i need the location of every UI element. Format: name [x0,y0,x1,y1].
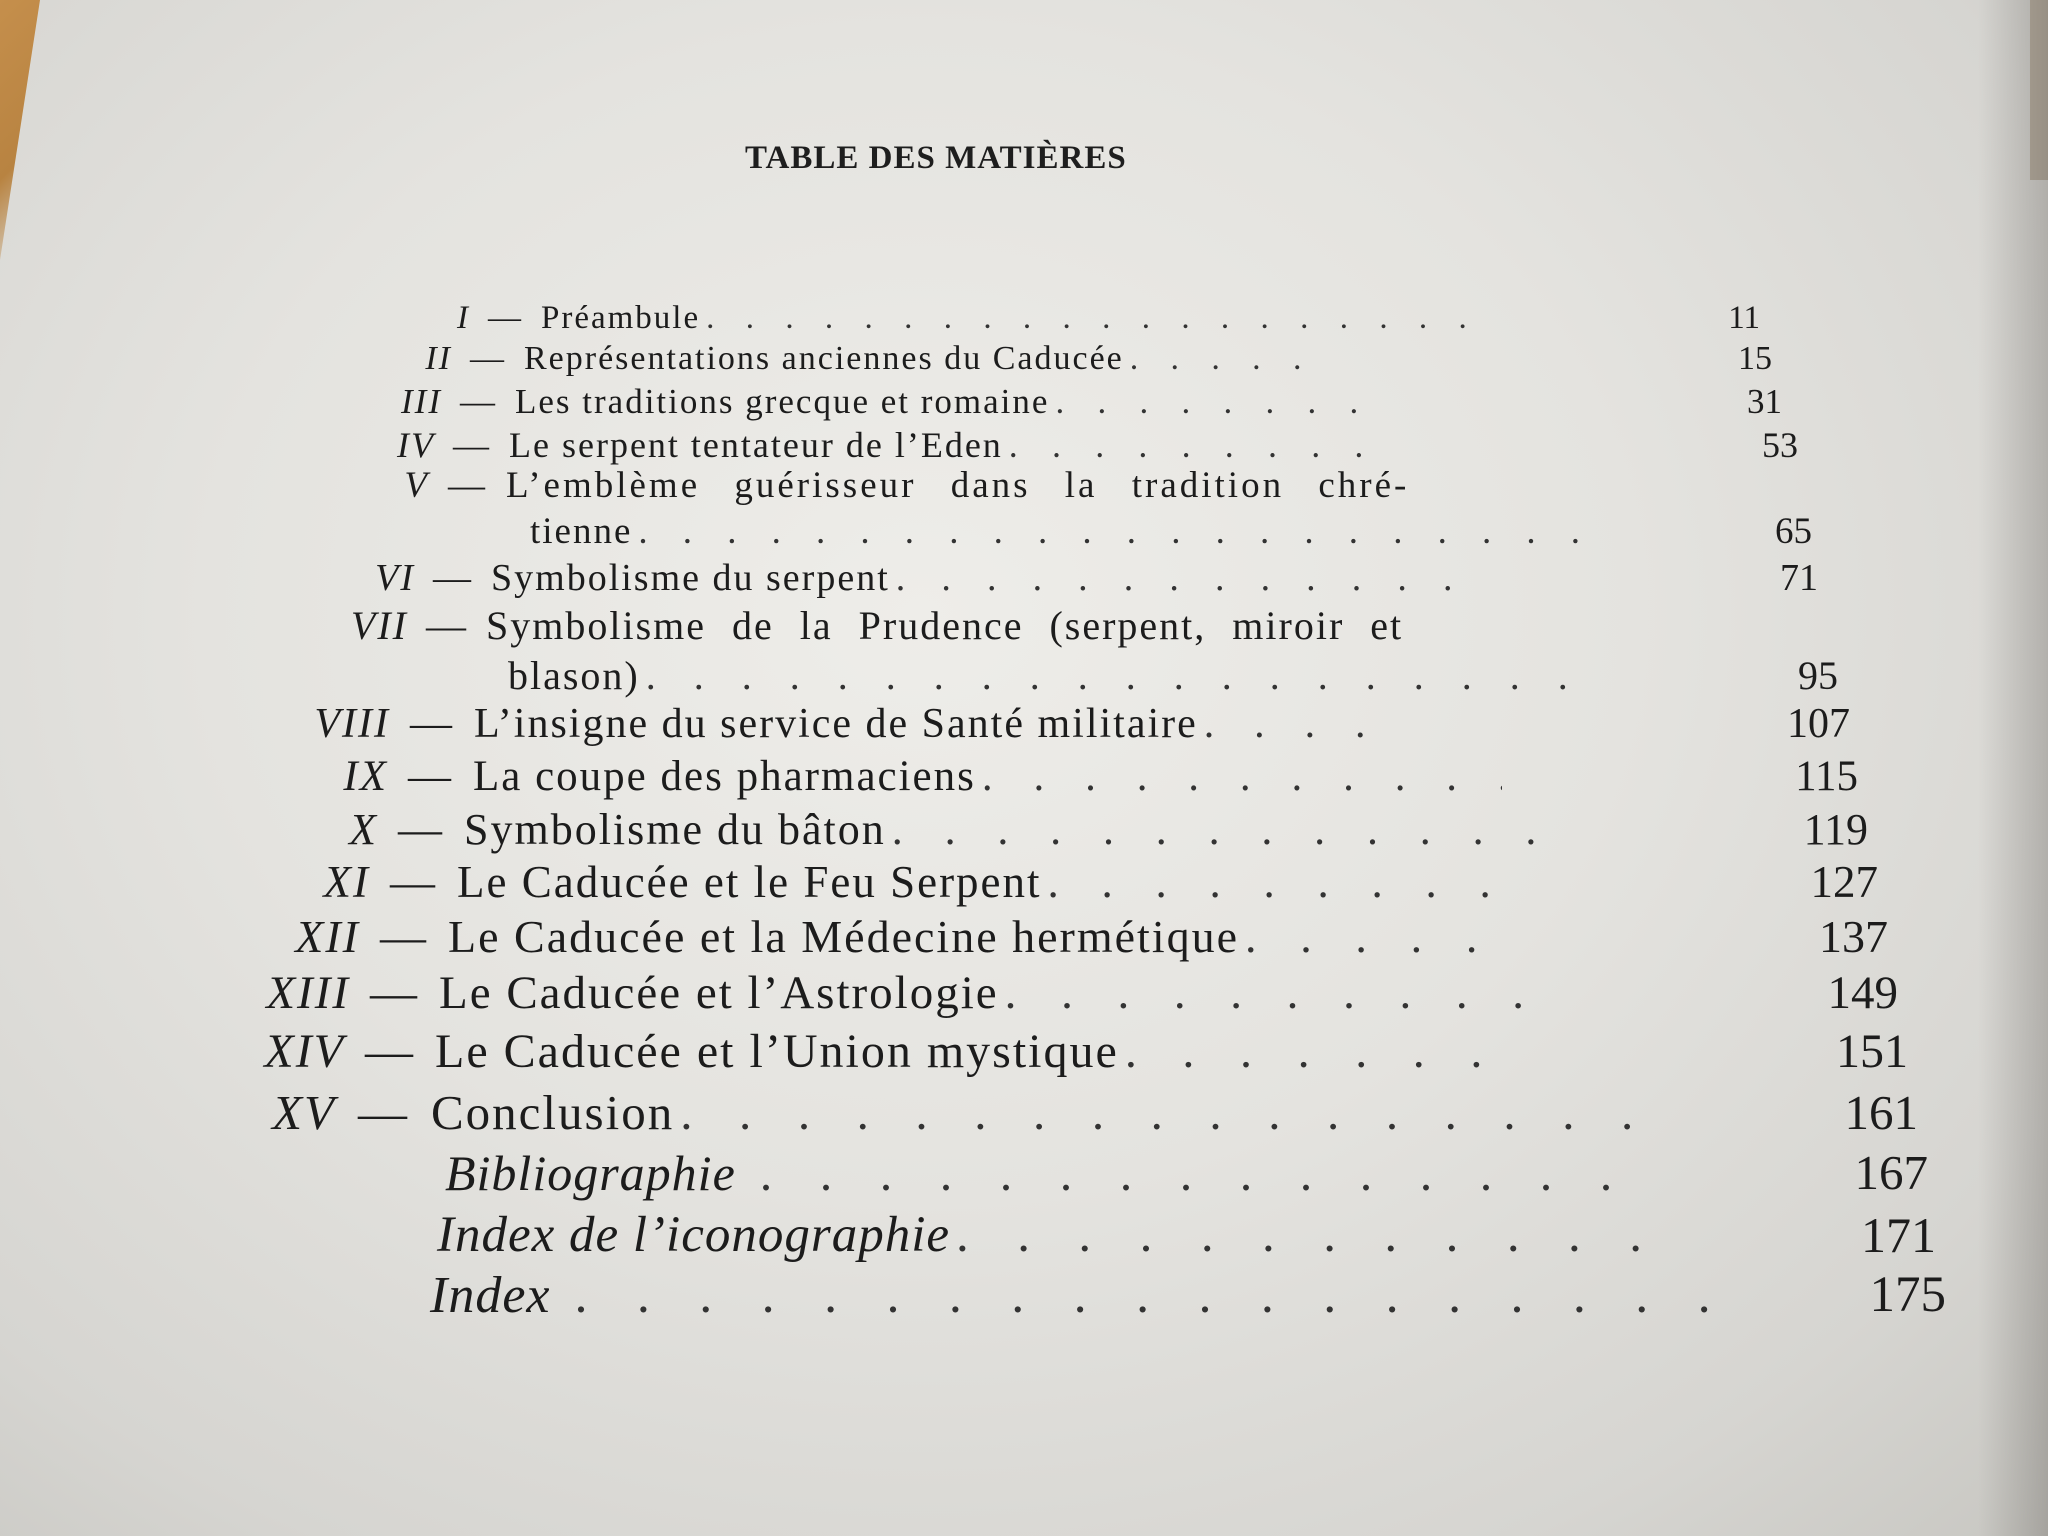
page-number: 53 [1762,425,1798,465]
dot-leader [1239,910,1485,963]
entry-separator: — [460,382,497,421]
toc-entry-11 [308,856,1678,908]
page-number: 171 [1861,1207,1936,1263]
entry-title: Le Caducée et l’Union mystique [435,1025,1119,1078]
page-number: 151 [1836,1025,1908,1078]
entry-separator: — [358,1085,409,1140]
dot-leader [736,1144,1660,1202]
page-number: 65 [1775,511,1812,552]
dot-leader [550,1266,1722,1325]
entry-separator: — [365,1025,415,1078]
page-number: 127 [1810,857,1878,907]
dot-leader [1042,856,1498,908]
dot-leader [674,1084,1640,1141]
dot-leader [1049,382,1385,422]
entry-numeral: VI [375,557,415,599]
dot-leader [1198,700,1404,748]
entry-numeral: XI [323,857,370,907]
entry-numeral: VIII [314,701,390,747]
entry-title: Représentations anciennes du Caducée [524,340,1124,377]
entry-title: Conclusion [431,1085,675,1140]
entry-separator: — [453,425,491,465]
dot-leader [950,1206,1656,1264]
dot-leader [632,510,1588,553]
dot-leader [976,752,1502,801]
toc-appendix-iconographie [437,1206,1715,1264]
entry-title-continuation: tienne [530,511,633,552]
appendix-title: Index [430,1267,551,1324]
toc-entry-1 [430,300,1585,337]
entry-title: Le Caducée et le Feu Serpent [457,857,1042,907]
toc-entry-7-continuation [508,652,1638,699]
entry-separator: — [370,967,419,1019]
page-number: 149 [1827,967,1898,1019]
table-corner [0,0,40,260]
dot-leader [700,300,1486,337]
toc-entry-13 [250,966,1690,1020]
entry-numeral: II [425,340,452,377]
entry-numeral: X [349,805,378,854]
entry-separator: — [390,857,437,907]
entry-numeral: XV [272,1085,336,1140]
toc-entry-7 [338,602,1638,649]
entry-numeral: XIV [264,1025,345,1078]
page-number: 11 [1728,300,1760,336]
entry-numeral: VII [350,603,408,648]
entry-separator: — [470,340,506,377]
toc-entry-3 [392,382,1604,422]
toc-entry-5-continuation [530,510,1620,553]
dot-leader [640,652,1606,699]
toc-appendix-index [430,1266,1722,1325]
page-number: 31 [1747,382,1782,421]
toc-entry-15 [258,1084,1703,1141]
entry-title-continuation: blason) [508,653,640,698]
entry-separator: — [488,300,523,336]
page-number: 95 [1798,653,1838,698]
entry-title: Symbolisme du bâton [464,805,886,854]
entry-separator: — [448,465,488,506]
dot-leader [999,966,1525,1020]
toc-entry-5 [400,464,1630,507]
toc-entry-12 [280,910,1680,963]
entry-title: Les traditions grecque et romaine [515,382,1050,421]
toc-appendix-bibliographie [445,1144,1710,1202]
entry-separator: — [408,753,453,800]
dot-leader [1003,424,1389,466]
entry-separator: — [398,805,444,854]
entry-title: L’insigne du service de Santé militaire [474,701,1198,747]
toc-entry-14 [245,1024,1695,1079]
page-shadow [1978,0,2048,1536]
entry-title: Symbolisme de la Prudence (serpent, miroir et [486,603,1404,648]
entry-numeral: IX [343,753,388,800]
page-number: 71 [1780,557,1818,599]
dot-leader [1124,340,1330,378]
toc-entry-6 [365,556,1627,600]
entry-title: L’emblème guérisseur dans la tradition chré- [506,465,1410,506]
dot-leader [890,556,1456,600]
toc-entry-4 [385,424,1610,466]
entry-numeral: XII [295,911,360,962]
page-number: 119 [1803,805,1868,854]
entry-numeral: III [401,382,442,421]
toc-entry-2 [412,340,1592,378]
page-number: 137 [1819,911,1888,962]
page-title: TABLE DES MATIÈRES [745,140,1127,176]
entry-numeral: XIII [266,967,350,1019]
toc-entry-8 [300,700,1650,748]
entry-numeral: I [457,300,470,336]
entry-title: Préambule [541,300,701,336]
dot-leader [886,804,1542,855]
toc-entry-10 [338,804,1668,855]
entry-title: Symbolisme du serpent [491,557,890,599]
entry-separator: — [380,911,428,962]
page-number: 115 [1795,753,1858,800]
toc-entry-9 [328,752,1658,801]
entry-title: Le Caducée et la Médecine hermétique [448,911,1240,962]
entry-separator: — [410,701,454,747]
page-number: 175 [1869,1267,1946,1323]
appendix-title: Bibliographie [445,1145,736,1201]
entry-title: La coupe des pharmaciens [473,753,976,800]
page-number: 161 [1844,1085,1918,1140]
page-number: 167 [1854,1145,1928,1200]
dot-leader [1119,1024,1525,1079]
entry-title: Le Caducée et l’Astrologie [439,967,999,1019]
entry-numeral: V [404,465,430,506]
entry-title: Le serpent tentateur de l’Eden [509,425,1003,465]
entry-numeral: IV [397,425,435,465]
entry-separator: — [433,557,473,599]
page-number: 107 [1787,701,1850,747]
entry-separator: — [426,603,468,648]
appendix-title: Index de l’iconographie [437,1207,951,1263]
page-number: 15 [1738,340,1772,377]
